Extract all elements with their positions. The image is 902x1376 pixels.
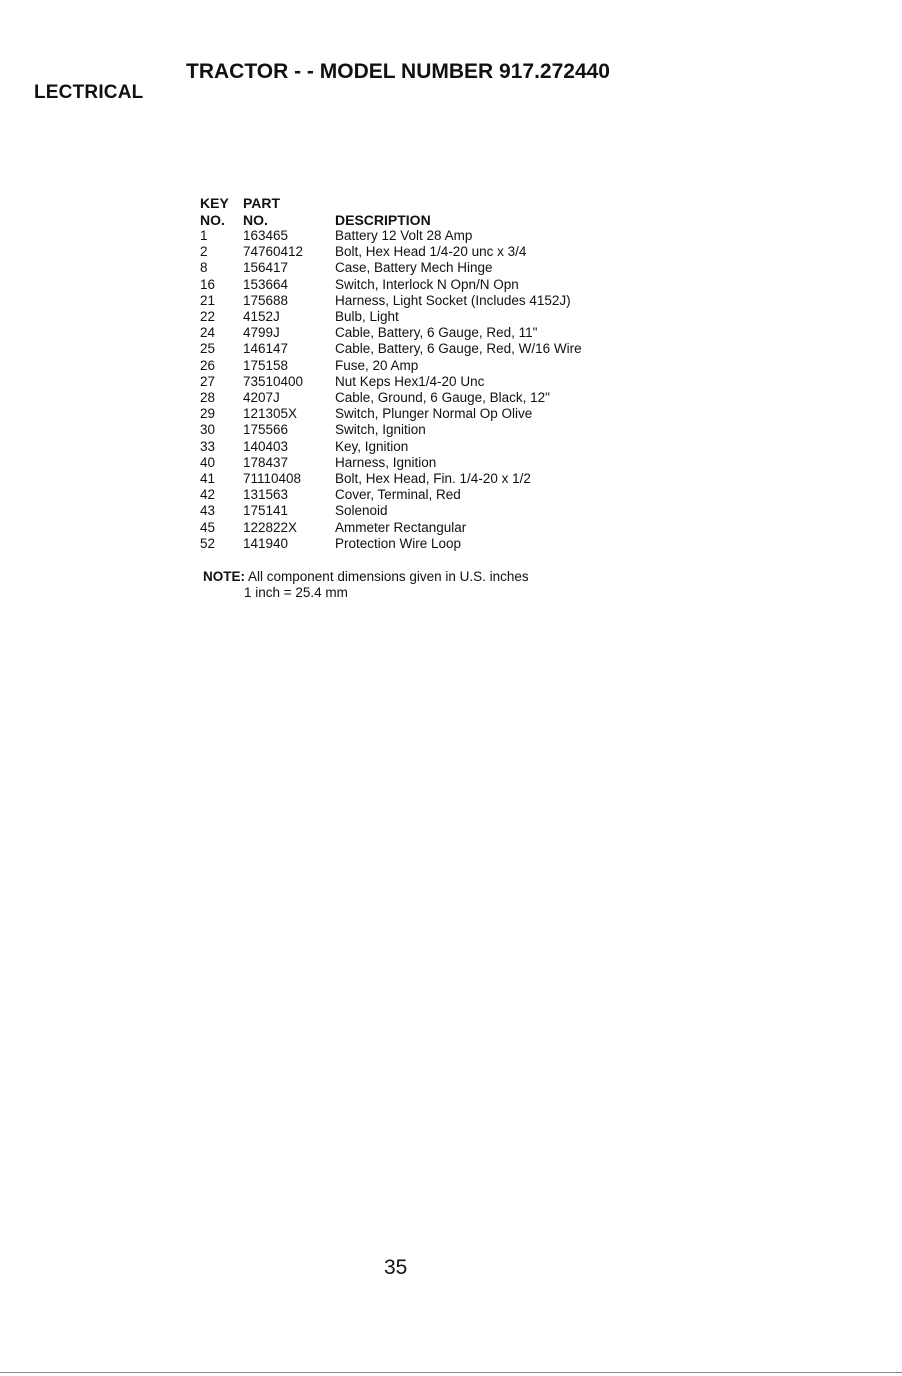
table-row [200,293,635,309]
part-no-cell: 175566 [243,422,289,438]
key-no-cell: 28 [200,390,216,406]
part-no-cell: 140403 [243,438,289,454]
table-row [200,471,635,487]
part-no-header [243,195,335,228]
description-cell: Harness, Ignition [335,454,437,470]
key-header-line2: NO. [200,211,225,228]
description-cell: Bolt, Hex Head 1/4-20 unc x 3/4 [335,244,527,260]
bottom-rule [0,1372,902,1373]
description-cell: Switch, Ignition [335,422,426,438]
description-cell: Key, Ignition [335,438,409,454]
part-no-cell: 175158 [243,357,289,373]
key-no-cell: 52 [200,535,216,551]
key-no-cell: 40 [200,454,216,470]
note-text: All component dimensions given in U.S. inches [248,569,529,584]
key-no-cell: 21 [200,292,216,308]
key-no-cell: 22 [200,309,216,325]
table-row [200,503,635,519]
table-row [200,325,635,341]
key-no-cell: 16 [200,276,216,292]
part-no-cell: 141940 [243,535,289,551]
description-cell: Cable, Ground, 6 Gauge, Black, 12" [335,390,550,406]
part-no-cell: 73510400 [243,373,304,389]
table-row [200,520,635,536]
key-header-line1: KEY [200,195,229,211]
key-no-cell: 30 [200,422,216,438]
key-no-header [200,195,243,228]
description-cell: Cover, Terminal, Red [335,487,461,503]
description-cell: Switch, Plunger Normal Op Olive [335,406,533,422]
part-no-cell: 4152J [243,309,280,325]
key-no-cell: 26 [200,357,216,373]
description-cell: Case, Battery Mech Hinge [335,260,493,276]
description-cell: Protection Wire Loop [335,535,462,551]
key-no-cell: 33 [200,438,216,454]
parts-table-body [200,228,635,552]
part-no-cell: 4207J [243,390,280,406]
key-no-cell: 43 [200,503,216,519]
part-no-cell: 175688 [243,292,289,308]
part-no-cell: 178437 [243,454,289,470]
note-conversion: 1 inch = 25.4 mm [244,584,348,600]
description-cell: Solenoid [335,503,388,519]
key-no-cell: 27 [200,373,216,389]
part-no-cell: 146147 [243,341,289,357]
description-header: DESCRIPTION [335,211,431,228]
table-row [200,309,635,325]
key-no-cell: 8 [200,260,208,276]
description-cell: Bulb, Light [335,309,399,325]
part-no-cell: 131563 [243,487,289,503]
description-cell: Bolt, Hex Head, Fin. 1/4-20 x 1/2 [335,471,531,487]
table-row [200,422,635,438]
part-no-cell: 156417 [243,260,289,276]
note-lead: NOTE: [203,569,245,584]
description-cell: Battery 12 Volt 28 Amp [335,228,473,243]
table-row [200,260,635,276]
parts-table [200,195,635,552]
key-no-cell: 2 [200,244,208,260]
note-line1 [203,569,529,585]
note [203,569,529,600]
key-no-cell: 45 [200,519,216,535]
part-no-cell: 122822X [243,519,298,535]
part-no-cell: 175141 [243,503,289,519]
table-row [200,406,635,422]
table-row [200,439,635,455]
description-cell: Cable, Battery, 6 Gauge, Red, W/16 Wire [335,341,582,357]
key-no-cell: 42 [200,487,216,503]
description-cell: Fuse, 20 Amp [335,357,419,373]
key-no-cell: 1 [200,228,208,243]
description-cell: Switch, Interlock N Opn/N Opn [335,276,519,292]
table-row [200,341,635,357]
description-cell: Nut Keps Hex1/4-20 Unc [335,373,485,389]
table-row [200,374,635,390]
key-no-cell: 24 [200,325,216,341]
part-no-cell: 71110408 [243,471,302,487]
table-header-row [200,195,635,228]
table-row [200,536,635,552]
description-cell: Cable, Battery, 6 Gauge, Red, 11" [335,325,538,341]
table-row [200,455,635,471]
table-row [200,228,635,244]
table-row [200,487,635,503]
part-no-cell: 163465 [243,228,289,243]
part-no-cell: 153664 [243,276,289,292]
description-cell: Ammeter Rectangular [335,519,467,535]
part-no-cell: 4799J [243,325,280,341]
part-no-cell: 74760412 [243,244,304,260]
section-label: LECTRICAL [34,82,144,103]
key-no-cell: 29 [200,406,216,422]
table-row [200,244,635,260]
part-header-line2: NO. [243,211,268,228]
page-number: 35 [384,1256,408,1279]
document-title: TRACTOR - - MODEL NUMBER 917.272440 [186,60,610,83]
key-no-cell: 41 [200,471,216,487]
part-header-line1: PART [243,195,281,211]
table-row [200,390,635,406]
table-row [200,358,635,374]
key-no-cell: 25 [200,341,216,357]
table-row [200,277,635,293]
description-cell: Harness, Light Socket (Includes 4152J) [335,292,571,308]
part-no-cell: 121305X [243,406,298,422]
